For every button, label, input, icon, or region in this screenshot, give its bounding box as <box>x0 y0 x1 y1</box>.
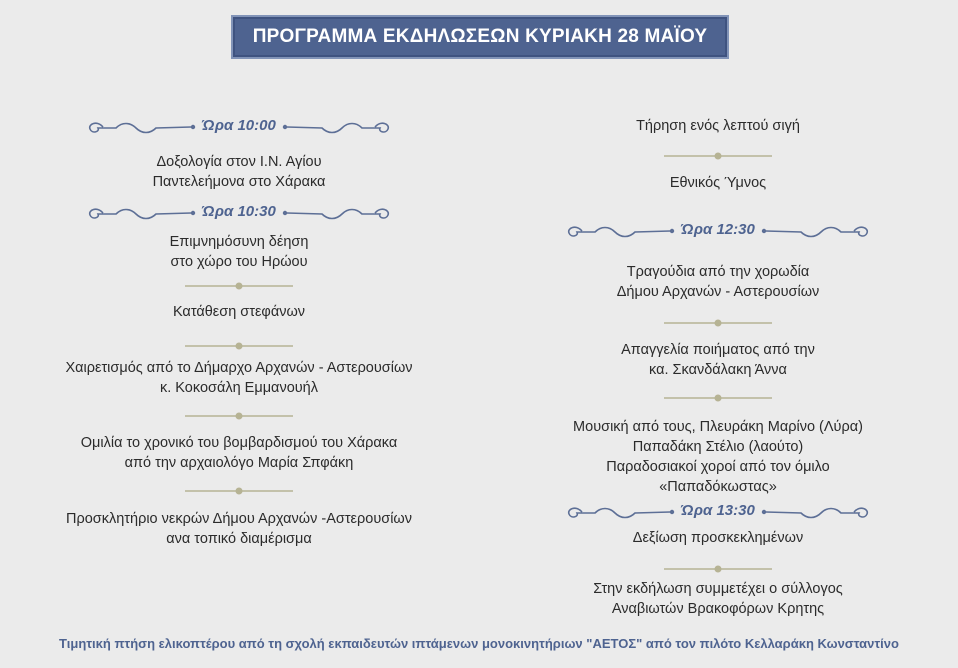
separator-icon <box>478 318 958 328</box>
event-line: Παπαδάκη Στέλιο (λαούτο) <box>632 439 804 455</box>
separator <box>0 486 478 496</box>
event-item <box>478 173 958 193</box>
separator-icon <box>0 341 478 351</box>
event-item <box>0 433 478 473</box>
event-line: Αναβιωτών Βρακοφόρων Κρητης <box>611 601 825 617</box>
event-line: Τραγούδια από την χορωδία <box>626 264 810 280</box>
separator-icon <box>0 486 478 496</box>
event-item <box>0 152 478 192</box>
event-line: Χαιρετισμός από το Δήμαρχο Αρχανών - Αστερουσίων <box>65 360 413 376</box>
footer-note: Τιμητική πτήση ελικοπτέρου από τη σχολή εκπαιδευτών ιπτάμενων μονοκινητήριων "ΑΕΤΟΣ" από τον πιλότο Κελλαράκη Κωνσταντίνο <box>59 636 899 651</box>
separator-icon <box>478 564 958 574</box>
event-line: Παντελεήμονα στο Χάρακα <box>152 174 326 190</box>
event-item <box>478 262 958 302</box>
event-item <box>478 528 958 548</box>
separator <box>478 564 958 574</box>
event-line: Απαγγελία ποιήματος από την <box>621 342 815 358</box>
separator-icon <box>0 281 478 291</box>
event-item <box>478 340 958 380</box>
separator <box>0 341 478 351</box>
page-title: ΠΡΟΓΡΑΜΜΑ ΕΚΔΗΛΩΣΕΩΝ ΚΥΡΙΑΚΗ 28 ΜΑΪΟΥ <box>252 26 708 47</box>
separator <box>478 151 958 161</box>
hour-label: Ώρα 12:30 <box>681 221 755 238</box>
event-line: κα. Σκανδάλακη Άννα <box>649 362 787 378</box>
event-line: Μουσική από τους, Πλευράκη Μαρίνο (Λύρα) <box>573 419 863 435</box>
separator <box>0 411 478 421</box>
event-line: Τήρηση ενός λεπτού σιγή <box>636 118 800 134</box>
separator <box>0 281 478 291</box>
event-line: Ομιλία το χρονικό του βομβαρδισμού του Χάρακα <box>80 435 398 451</box>
event-item <box>0 232 478 272</box>
event-line: ανα τοπικό διαμέρισμα <box>166 531 312 547</box>
event-line: «Παπαδόκωστας» <box>659 479 777 495</box>
hour-divider <box>478 219 958 243</box>
event-line: κ. Κοκοσάλη Εμμανουήλ <box>160 380 318 396</box>
separator-icon <box>0 411 478 421</box>
event-line: Προσκλητήριο νεκρών Δήμου Αρχανών -Αστερουσίων <box>66 511 412 527</box>
separator <box>478 318 958 328</box>
hour-divider <box>478 500 958 524</box>
separator-icon <box>478 151 958 161</box>
title-banner <box>231 15 729 59</box>
event-line: Κατάθεση στεφάνων <box>172 304 306 320</box>
hour-label: Ώρα 10:30 <box>202 203 276 220</box>
event-item <box>478 417 958 497</box>
event-line: Επιμνημόσυνη δέηση <box>169 234 309 250</box>
hour-label: Ώρα 10:00 <box>202 117 276 134</box>
hour-divider <box>0 201 478 225</box>
event-item <box>478 116 958 136</box>
event-item <box>478 579 958 619</box>
event-line: Δοξολογία στον Ι.Ν. Αγίου <box>156 154 322 170</box>
event-line: Δήμου Αρχανών - Αστερουσίων <box>616 284 820 300</box>
event-item <box>0 358 478 398</box>
separator-icon <box>478 393 958 403</box>
event-line: από την αρχαιολόγο Μαρία Σπφάκη <box>124 455 354 471</box>
event-line: Δεξίωση προσκεκλημένων <box>632 530 804 546</box>
event-item <box>0 509 478 549</box>
event-item <box>0 302 478 322</box>
hour-divider <box>0 115 478 139</box>
separator <box>478 393 958 403</box>
event-line: στο χώρο του Ηρώου <box>170 254 308 270</box>
event-line: Στην εκδήλωση συμμετέχει ο σύλλογος <box>593 581 843 597</box>
event-line: Παραδοσιακοί χοροί από τον όμιλο <box>606 459 830 475</box>
hour-label: Ώρα 13:30 <box>681 502 755 519</box>
event-line: Εθνικός Ύμνος <box>669 175 767 191</box>
